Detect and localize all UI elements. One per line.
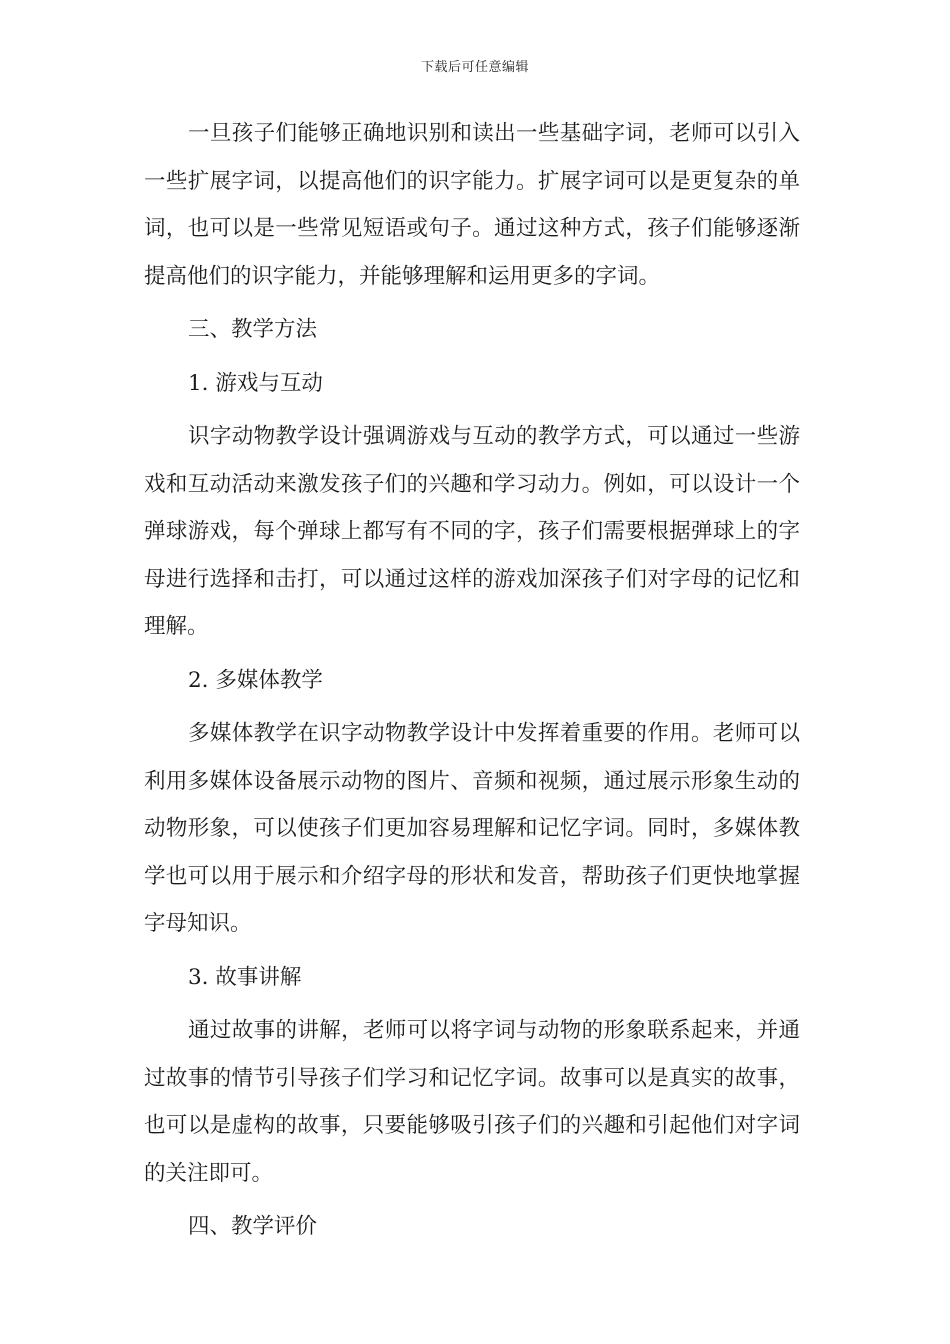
paragraph-storytelling: 通过故事的讲解，老师可以将字词与动物的形象联系起来，并通过故事的情节引导孩子们学习和记忆字词。故事可以是真实的故事，也可以是虚构的故事，只要能够吸引孩子们的兴趣和引起他们对字词的关注即可。 [144,1018,800,1186]
section-heading-teaching-methods: 三、教学方法 [188,317,318,342]
paragraph-multimedia: 多媒体教学在识字动物教学设计中发挥着重要的作用。老师可以利用多媒体设备展示动物的图片、音频和视频，通过展示形象生动的动物形象，可以使孩子们更加容易理解和记忆字词。同时，多媒体教学也可以用于展示和介绍字母的形状和发音，帮助孩子们更快地掌握字母知识。 [144,721,800,936]
subheading-games-interaction: 1. 游戏与互动 [188,370,323,396]
section-heading-teaching-evaluation: 四、教学评价 [188,1214,318,1239]
page-header-note: 下载后可任意编辑 [420,60,529,75]
subheading-multimedia: 2. 多媒体教学 [188,667,323,693]
document-body [144,110,800,1251]
paragraph-intro: 一旦孩子们能够正确地识别和读出一些基础字词，老师可以引入一些扩展字词，以提高他们的识字能力。扩展字词可以是更复杂的单词，也可以是一些常见短语或句子。通过这种方式，孩子们能够逐渐提高他们的识字能力，并能够理解和运用更多的字词。 [144,121,800,289]
subheading-storytelling: 3. 故事讲解 [188,964,302,990]
paragraph-games-interaction: 识字动物教学设计强调游戏与互动的教学方式，可以通过一些游戏和互动活动来激发孩子们的兴趣和学习动力。例如，可以设计一个弹球游戏，每个弹球上都写有不同的字，孩子们需要根据弹球上的字母进行选择和击打，可以通过这样的游戏加深孩子们对字母的记忆和理解。 [144,424,800,639]
